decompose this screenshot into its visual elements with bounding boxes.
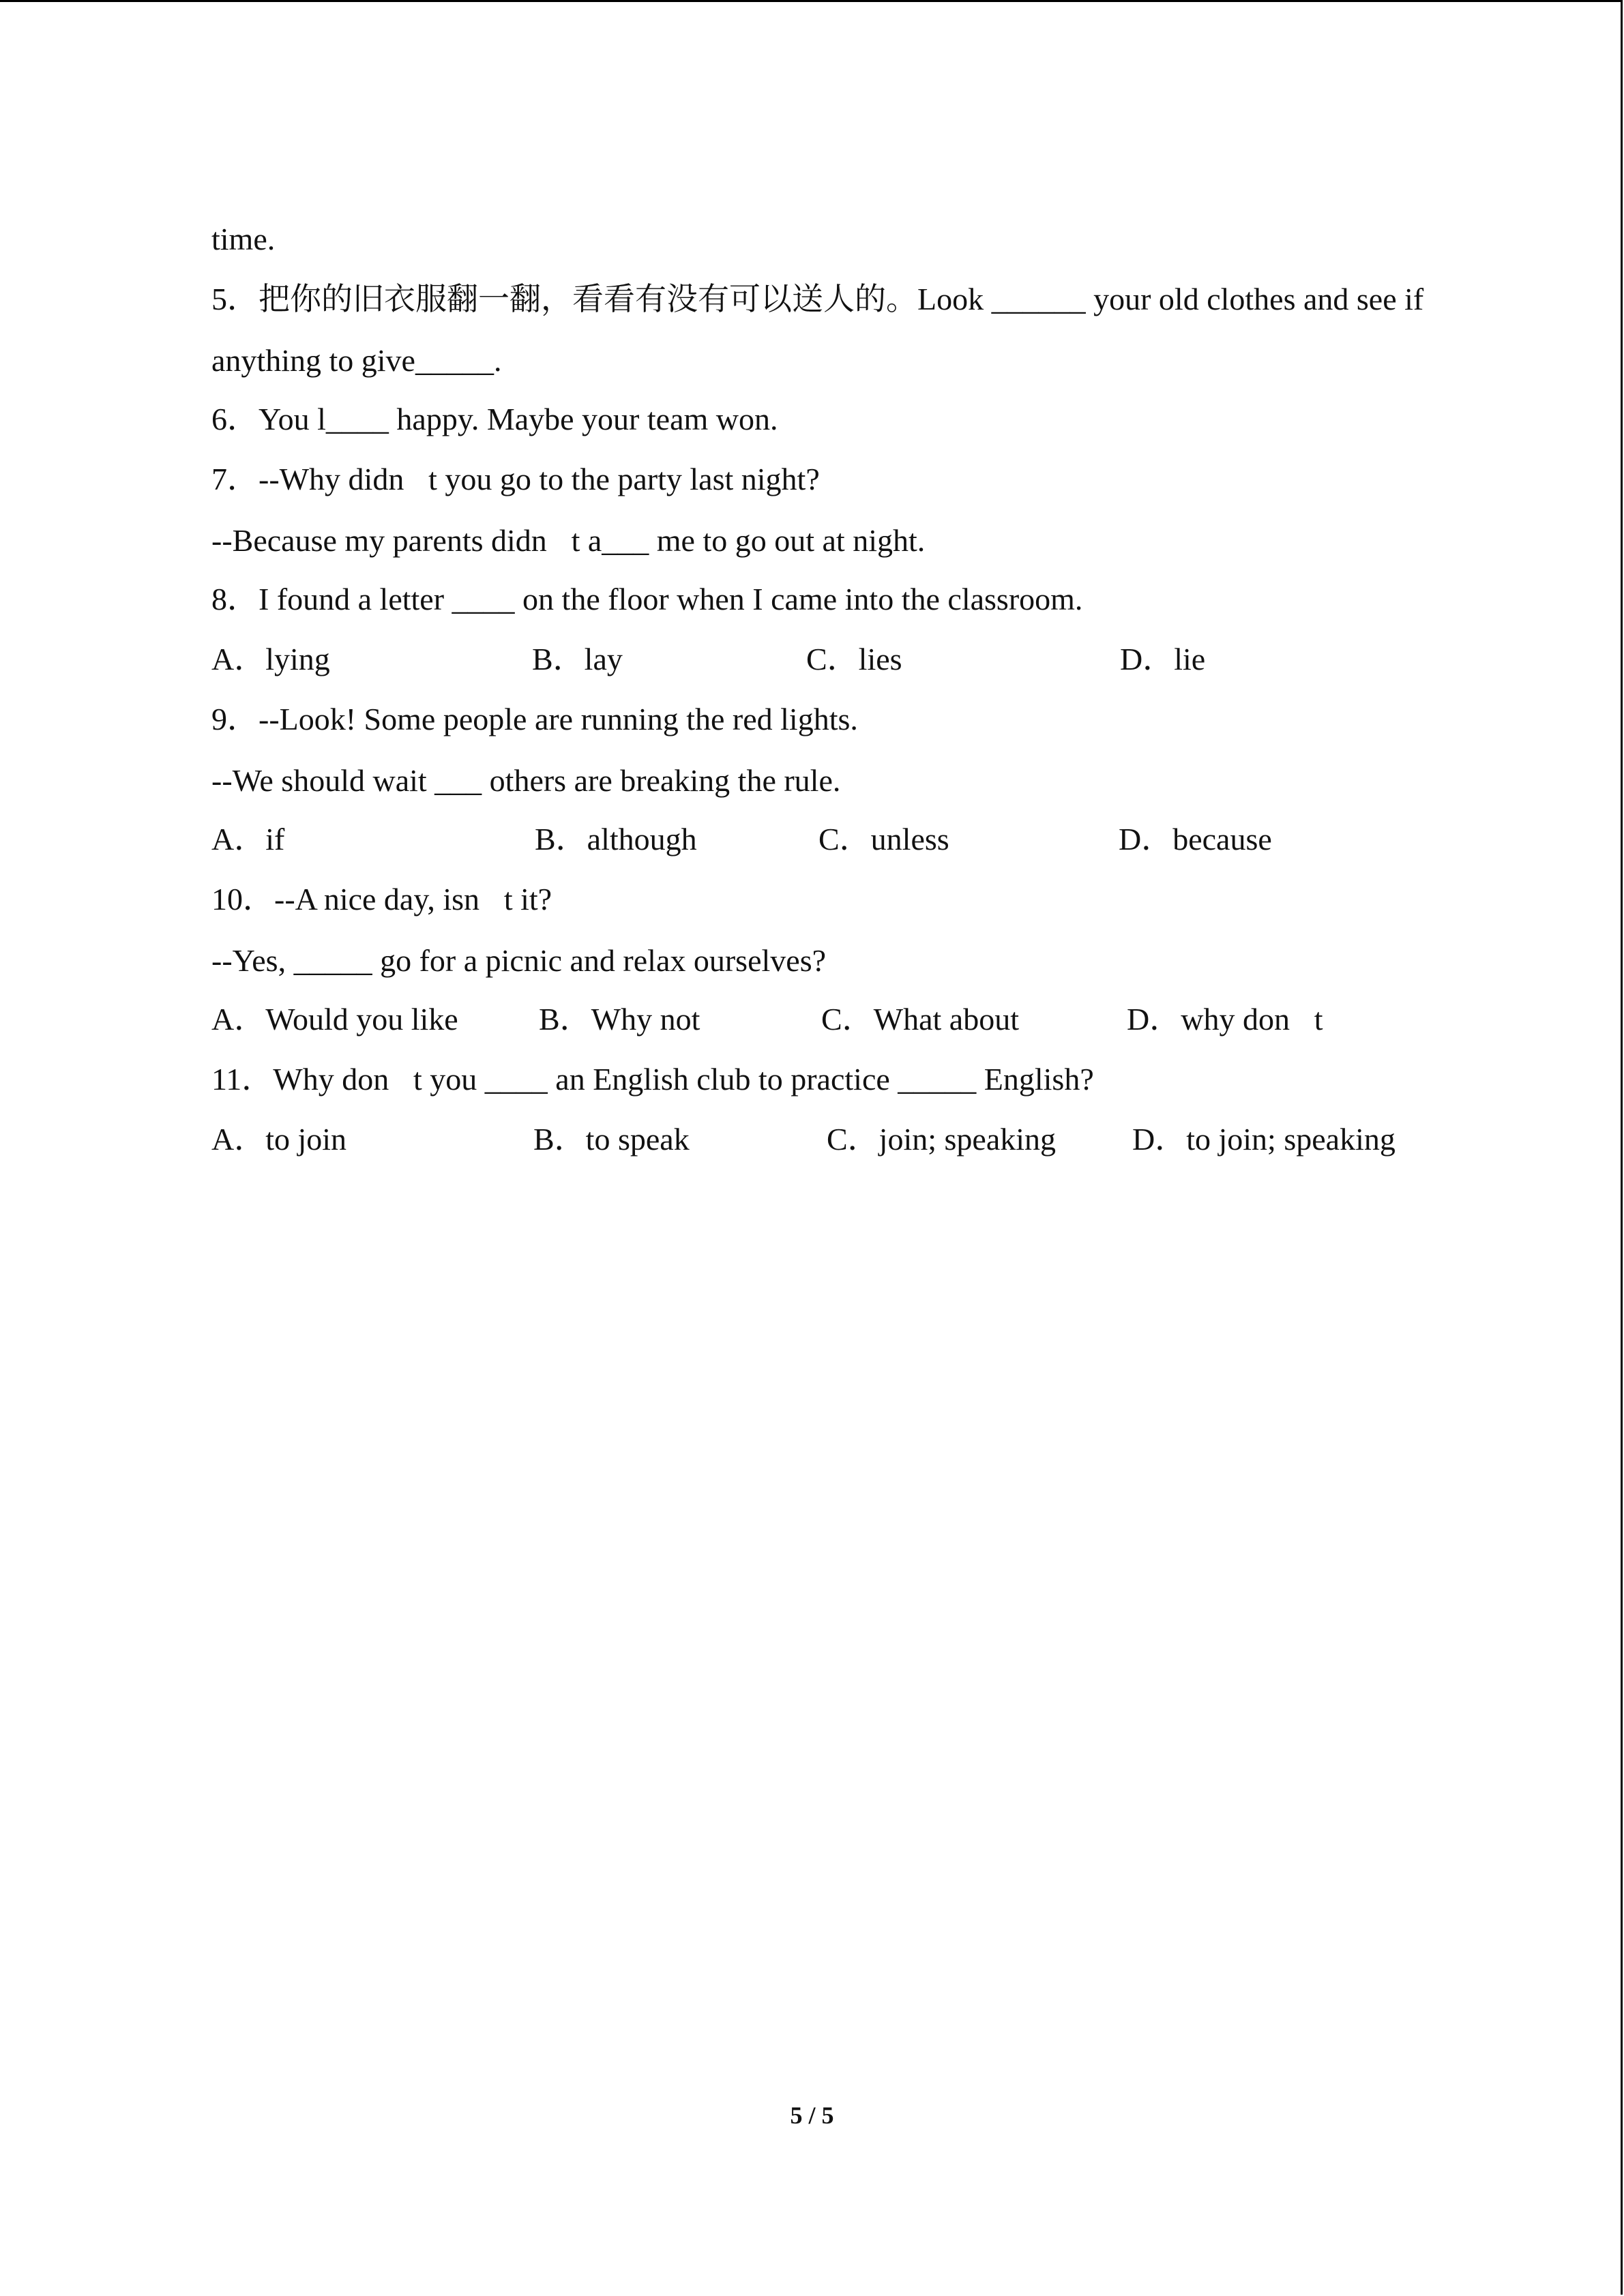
option-c: C．join; speaking	[827, 1122, 1057, 1157]
question-8: 8．I found a letter ____ on the floor when I came into the classroom.	[211, 582, 1083, 616]
option-a: A．Would you like	[211, 1002, 458, 1037]
continued-text: time.	[211, 222, 276, 256]
option-c: C．unless	[818, 822, 949, 856]
option-b: B．to speak	[533, 1122, 690, 1157]
question-5-line-1: 5．把你的旧衣服翻一翻，看看有没有可以送人的。Look ______ your old clothes and see if	[211, 282, 1424, 316]
option-d: D．lie	[1120, 642, 1206, 676]
question-10-options	[211, 999, 1507, 1040]
question-9-options	[211, 819, 1507, 860]
question-10-line-1: 10．--A nice day, isn t it?	[211, 882, 552, 916]
question-7-line-2: --Because my parents didn t a___ me to go out at night.	[211, 523, 926, 558]
question-10-line-2: --Yes, _____ go for a picnic and relax ourselves?	[211, 943, 827, 978]
question-9-line-1: 9．--Look! Some people are running the red lights.	[211, 702, 858, 736]
question-8-options	[211, 639, 1507, 680]
option-c: C．lies	[806, 642, 902, 676]
option-d: D．why don t	[1127, 1002, 1323, 1037]
question-7-line-1: 7．--Why didn t you go to the party last night?	[211, 462, 820, 496]
option-b: B．Why not	[539, 1002, 700, 1037]
option-c: C．What about	[821, 1002, 1019, 1037]
option-a: A．lying	[211, 642, 330, 676]
question-9-line-2: --We should wait ___ others are breaking the rule.	[211, 763, 841, 798]
question-11: 11．Why don t you ____ an English club to practice _____ English?	[211, 1062, 1094, 1097]
page-number: 5 / 5	[790, 2102, 834, 2129]
option-a: A．to join	[211, 1122, 347, 1157]
option-d: D．because	[1119, 822, 1272, 856]
option-d: D．to join; speaking	[1132, 1122, 1396, 1157]
option-b: B．although	[535, 822, 697, 856]
option-a: A．if	[211, 822, 285, 856]
question-5-line-2: anything to give_____.	[211, 343, 502, 378]
question-11-options	[211, 1119, 1507, 1160]
question-6: 6．You l____ happy. Maybe your team won.	[211, 402, 778, 436]
option-b: B．lay	[532, 642, 623, 676]
